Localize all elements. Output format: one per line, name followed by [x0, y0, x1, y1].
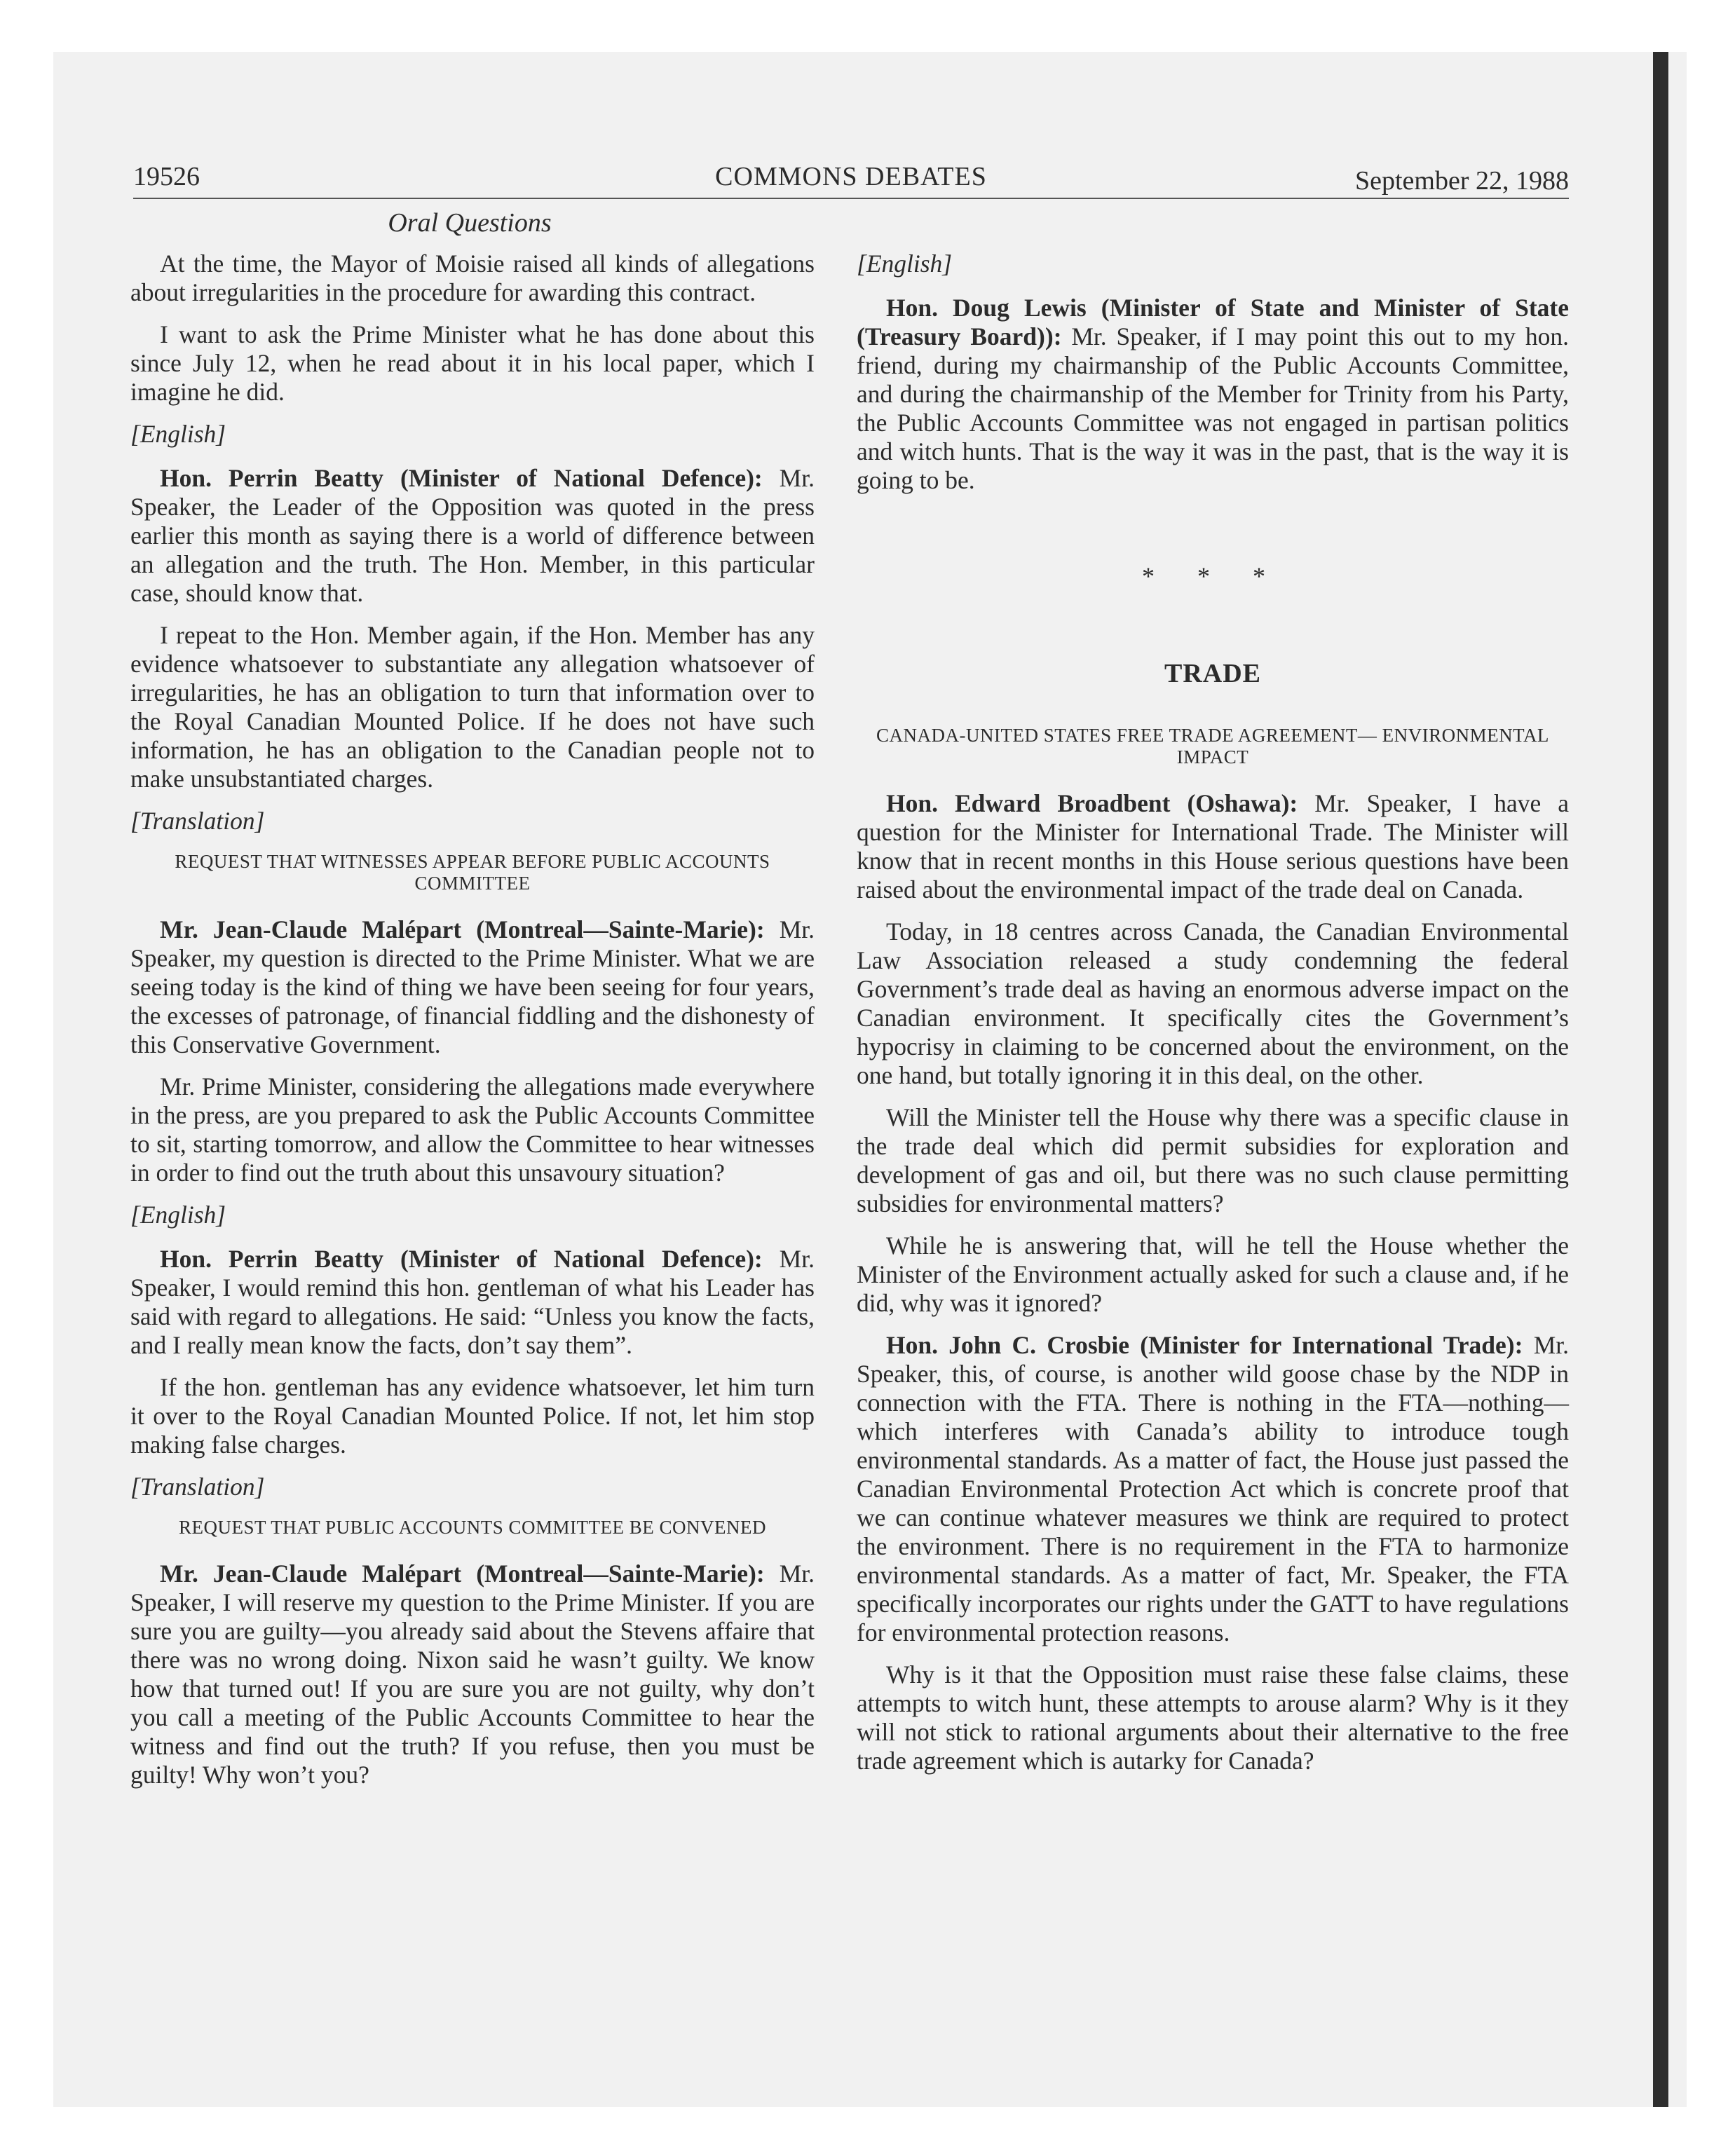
language-tag: [Translation] — [130, 807, 265, 835]
speech-text: Mr. Speaker, the Leader of the Opposition was quoted in the press earlier this month as saying there is a world of difference between an allegation and the truth. The Hon. Member, in this particular case, should know that. — [130, 464, 815, 607]
section-title: TRADE — [1164, 659, 1262, 688]
topic-heading: REQUEST THAT PUBLIC ACCOUNTS COMMITTEE BE CONVENED — [178, 1517, 767, 1538]
left-column — [130, 250, 815, 1803]
page-number: 19526 — [133, 162, 200, 191]
speech-paragraph — [130, 1560, 815, 1789]
speech-text: Mr. Speaker, if I may point this out to my hon. friend, during my chairmanship of the Public Accounts Committee, and during the chairmanship of the Member for Trinity from his Party, the Public Accounts Committee was not engaged in partisan politics and witch hunts. That is the way it was in the past, that is the way it is going to be. — [857, 322, 1570, 494]
language-tag: [Translation] — [130, 1473, 265, 1501]
language-tag: [English] — [857, 250, 953, 278]
paragraph: If the hon. gentleman has any evidence whatsoever, let him turn it over to the Royal Canadian Mounted Police. If not, let him stop making false charges. — [130, 1373, 815, 1459]
speaker-name: Hon. Edward Broadbent (Oshawa): — [886, 789, 1298, 817]
paragraph: Will the Minister tell the House why there was a specific clause in the trade deal which did permit subsidies for exploration and development of gas and oil, but there was no such clause permitting subsidies for environmental matters? — [857, 1103, 1569, 1217]
speaker-name: Hon. Perrin Beatty (Minister of National Defence): — [160, 464, 763, 492]
speaker-name: Hon. John C. Crosbie (Minister for International Trade): — [886, 1331, 1523, 1359]
publication-title: COMMONS DEBATES — [715, 162, 987, 191]
speech-paragraph — [130, 1245, 815, 1360]
speech-paragraph — [857, 1331, 1569, 1647]
topic-heading: CANADA-UNITED STATES FREE TRADE AGREEMENT— ENVIRONMENTAL IMPACT — [876, 725, 1549, 767]
section-label: Oral Questions — [388, 208, 552, 238]
language-tag: [English] — [130, 1201, 226, 1229]
speaker-name: Hon. Doug Lewis (Minister of State and Minister of State (Treasury Board)): — [857, 294, 1569, 350]
right-column — [857, 250, 1569, 1789]
paragraph: At the time, the Mayor of Moisie raised all kinds of allegations about irregularities in the procedure for awarding this contract. — [130, 250, 815, 306]
paragraph: Today, in 18 centres across Canada, the Canadian Environmental Law Association released a study condemning the federal Government’s trade deal as having an enormous adverse impact on the Canadian environment. It specifically cites the Government’s hypocrisy in claiming to be concerned about the environment, on the one hand, but totally ignoring it in this deal, on the other. — [857, 917, 1569, 1089]
speech-text: Mr. Speaker, my question is directed to the Prime Minister. What we are seeing today is the kind of thing we have been seeing for four years, the excesses of patronage, of financial fiddling and the dishonesty of this Conservative Government. — [130, 915, 815, 1058]
speech-paragraph — [857, 789, 1569, 904]
header-rule — [133, 198, 1569, 199]
speaker-name: Mr. Jean-Claude Malépart (Montreal—Sainte-Marie): — [160, 915, 765, 943]
speech-text: Mr. Speaker, I will reserve my question to the Prime Minister. If you are sure you are guilty—you already said about the Stevens affaire that there was no wrong doing. Nixon said he wasn’t guilty. We know how that turned out! If you are sure you are not guilty, why don’t you call a meeting of the Public Accounts Committee to hear the witness and find out the truth? If you refuse, then you must be guilty! Why won’t you? — [130, 1560, 815, 1789]
paragraph: Mr. Prime Minister, considering the allegations made everywhere in the press, are you prepared to ask the Public Accounts Committee to sit, starting tomorrow, and allow the Committee to hear witnesses in order to find out the truth about this unsavoury situation? — [130, 1072, 815, 1187]
speech-text: Mr. Speaker, I have a question for the Minister for International Trade. The Minister will know that in recent months in this House serious questions have been raised about the environmental impact of the trade deal on Canada. — [857, 789, 1569, 903]
topic-heading: REQUEST THAT WITNESSES APPEAR BEFORE PUBLIC ACCOUNTS COMMITTEE — [175, 851, 770, 894]
paragraph: Why is it that the Opposition must raise these false claims, these attempts to witch hunt, these attempts to arouse alarm? Why is it they will not stick to rational arguments about their alternative to the free trade agreement which is autarky for Canada? — [857, 1660, 1569, 1775]
speech-paragraph — [130, 915, 815, 1059]
paragraph: While he is answering that, will he tell the House whether the Minister of the Environment actually asked for such a clause and, if he did, why was it ignored? — [857, 1231, 1569, 1317]
paragraph: I repeat to the Hon. Member again, if the Hon. Member has any evidence whatsoever to substantiate any allegation whatsoever of irregularities, he has an obligation to turn that information over to the Royal Canadian Mounted Police. If he does not have such information, he has an obligation to the Canadian people not to make unsubstantiated charges. — [130, 621, 815, 793]
scan-edge-bar — [1653, 52, 1668, 2107]
publication-date: September 22, 1988 — [1354, 166, 1569, 196]
speaker-name: Hon. Perrin Beatty (Minister of National Defence): — [160, 1245, 763, 1273]
paragraph: I want to ask the Prime Minister what he has done about this since July 12, when he read about it in his local paper, which I imagine he did. — [130, 320, 815, 406]
language-tag: [English] — [130, 420, 226, 448]
speech-paragraph — [130, 464, 815, 608]
speech-paragraph — [857, 294, 1569, 495]
page-header — [133, 161, 1569, 198]
speech-text: Mr. Speaker, I would remind this hon. gentleman of what his Leader has said with regard to allegations. He said: “Unless you know the facts, and I really mean know the facts, don’t say them”. — [130, 1245, 815, 1359]
section-separator: * * * — [1142, 562, 1284, 590]
speech-text: Mr. Speaker, this, of course, is another wild goose chase by the NDP in connection with the FTA. There is nothing in the FTA—nothing—which interferes with Canada’s ability to introduce tough environmental standards. As a matter of fact, the House just passed the Canadian Environmental Protection Act which is concrete proof that we can continue whatever measures we think are required to protect the environment. There is no requirement in the FTA to harmonize environmental standards. As a matter of fact, Mr. Speaker, the FTA specifically incorporates our rights under the GATT to have regulations for environmental protection reasons. — [857, 1331, 1569, 1646]
speaker-name: Mr. Jean-Claude Malépart (Montreal—Sainte-Marie): — [160, 1560, 765, 1588]
